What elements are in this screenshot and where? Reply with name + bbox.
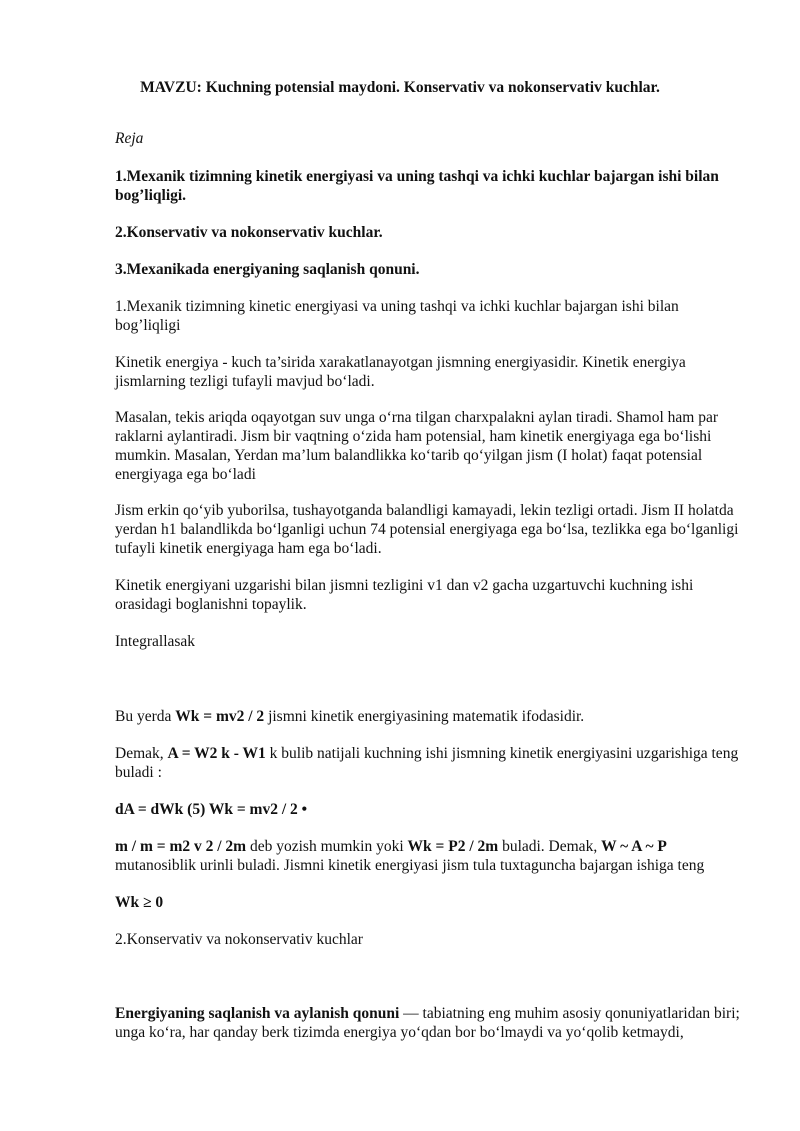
formula: Wk = mv2 / 2: [175, 708, 265, 725]
plan-item-3: 3.Mexanikada energiyaning saqlanish qonuni.: [115, 261, 420, 278]
text-segment: deb yozish mumkin yoki: [246, 838, 408, 855]
term: Energiyaning saqlanish va aylanish qonuni: [115, 1005, 400, 1022]
text-segment: mutanosiblik urinli buladi. Jismni kinetik energiyasi jism tula tuxtaguncha bajargan ishiga teng: [115, 857, 705, 874]
document-title: MAVZU: Kuchning potensial maydoni. Konservativ va nokonservativ kuchlar.: [140, 79, 660, 96]
paragraph-work-energy: [115, 744, 745, 782]
paragraph-work-relation: Kinetik energiyani uzgarishi bilan jismni tezligini v1 dan v2 gacha uzgartuvchi kuchning ishi orasidagi boglanishni topaylik.: [115, 577, 694, 613]
section1-heading: 1.Mexanik tizimning kinetic energiyasi va uning tashqi va ichki kuchlar bajargan ishi bilan bog’liqligi: [115, 298, 679, 334]
paragraph-falling-body: Jism erkin qo‘yib yuborilsa, tushayotganda balandligi kamayadi, lekin tezligi ortadi. Jism II holatda yerdan h1 balandlikda bo‘lganligi uchun 74 potensial energiyaga ega bo‘lsa, tezlikka ega bo‘lganligi tufayli kinetik energiyaga ham ega bo‘ladi.: [115, 502, 739, 557]
paragraph-kinetic-formula: [115, 707, 745, 726]
text-segment: Bu yerda: [115, 708, 176, 725]
paragraph-conservation-law: [115, 1004, 745, 1042]
paragraph-examples: Masalan, tekis ariqda oqayotgan suv unga o‘rna tilgan charxpalakni aylan tiradi. Shamol ham par raklarni aylantiradi. Jism bir vaqtning o‘zida ham potensial, ham kinetik energiyaga ega bo‘lishi mumkin. Masalan, Yerdan ma’lum balandlikka ko‘tarib qo‘yilgan jism (I holat) faqat potensial energiyaga ega bo‘ladi: [115, 409, 719, 483]
formula: Wk = P2 / 2m: [407, 838, 499, 855]
text-segment: jismni kinetik energiyasining matematik ifodasidir.: [264, 708, 585, 725]
text-segment: — tabiatning eng muhim asosiy qonuniyatlaridan biri; unga ko‘ra, har qanday berk tizimda energiya yo‘qdan bor bo‘lmaydi va yo‘qolib ketmaydi,: [115, 1005, 740, 1041]
formula: A = W2 k - W1: [167, 745, 266, 762]
inequality: Wk ≥ 0: [115, 894, 164, 911]
paragraph-kinetic-definition: Kinetik energiya - kuch ta’sirida xarakatlanayotgan jismning energiyasidir. Kinetik energiya jismlarning tezligi tufayli mavjud bo‘ladi.: [115, 354, 686, 390]
paragraph-integrate: Integrallasak: [115, 633, 196, 650]
formula: m / m = m2 v 2 / 2m: [115, 838, 247, 855]
paragraph-momentum: [115, 837, 745, 875]
text-segment: k bulib natijali kuchning ishi jismning kinetik energiyasini uzgarishiga teng buladi :: [115, 745, 739, 781]
formula-line: dA = dWk (5) Wk = mv2 / 2 •: [115, 801, 308, 818]
plan-item-1: 1.Mexanik tizimning kinetik energiyasi va uning tashqi va ichki kuchlar bajargan ishi bilan bog’liqligi.: [115, 168, 719, 204]
plan-item-2: 2.Konservativ va nokonservativ kuchlar.: [115, 224, 383, 241]
text-segment: Demak,: [115, 745, 168, 762]
text-segment: buladi. Demak,: [498, 838, 602, 855]
section2-heading: 2.Konservativ va nokonservativ kuchlar: [115, 931, 363, 948]
plan-heading: Reja: [115, 130, 144, 147]
formula: W ~ A ~ P: [601, 838, 667, 855]
